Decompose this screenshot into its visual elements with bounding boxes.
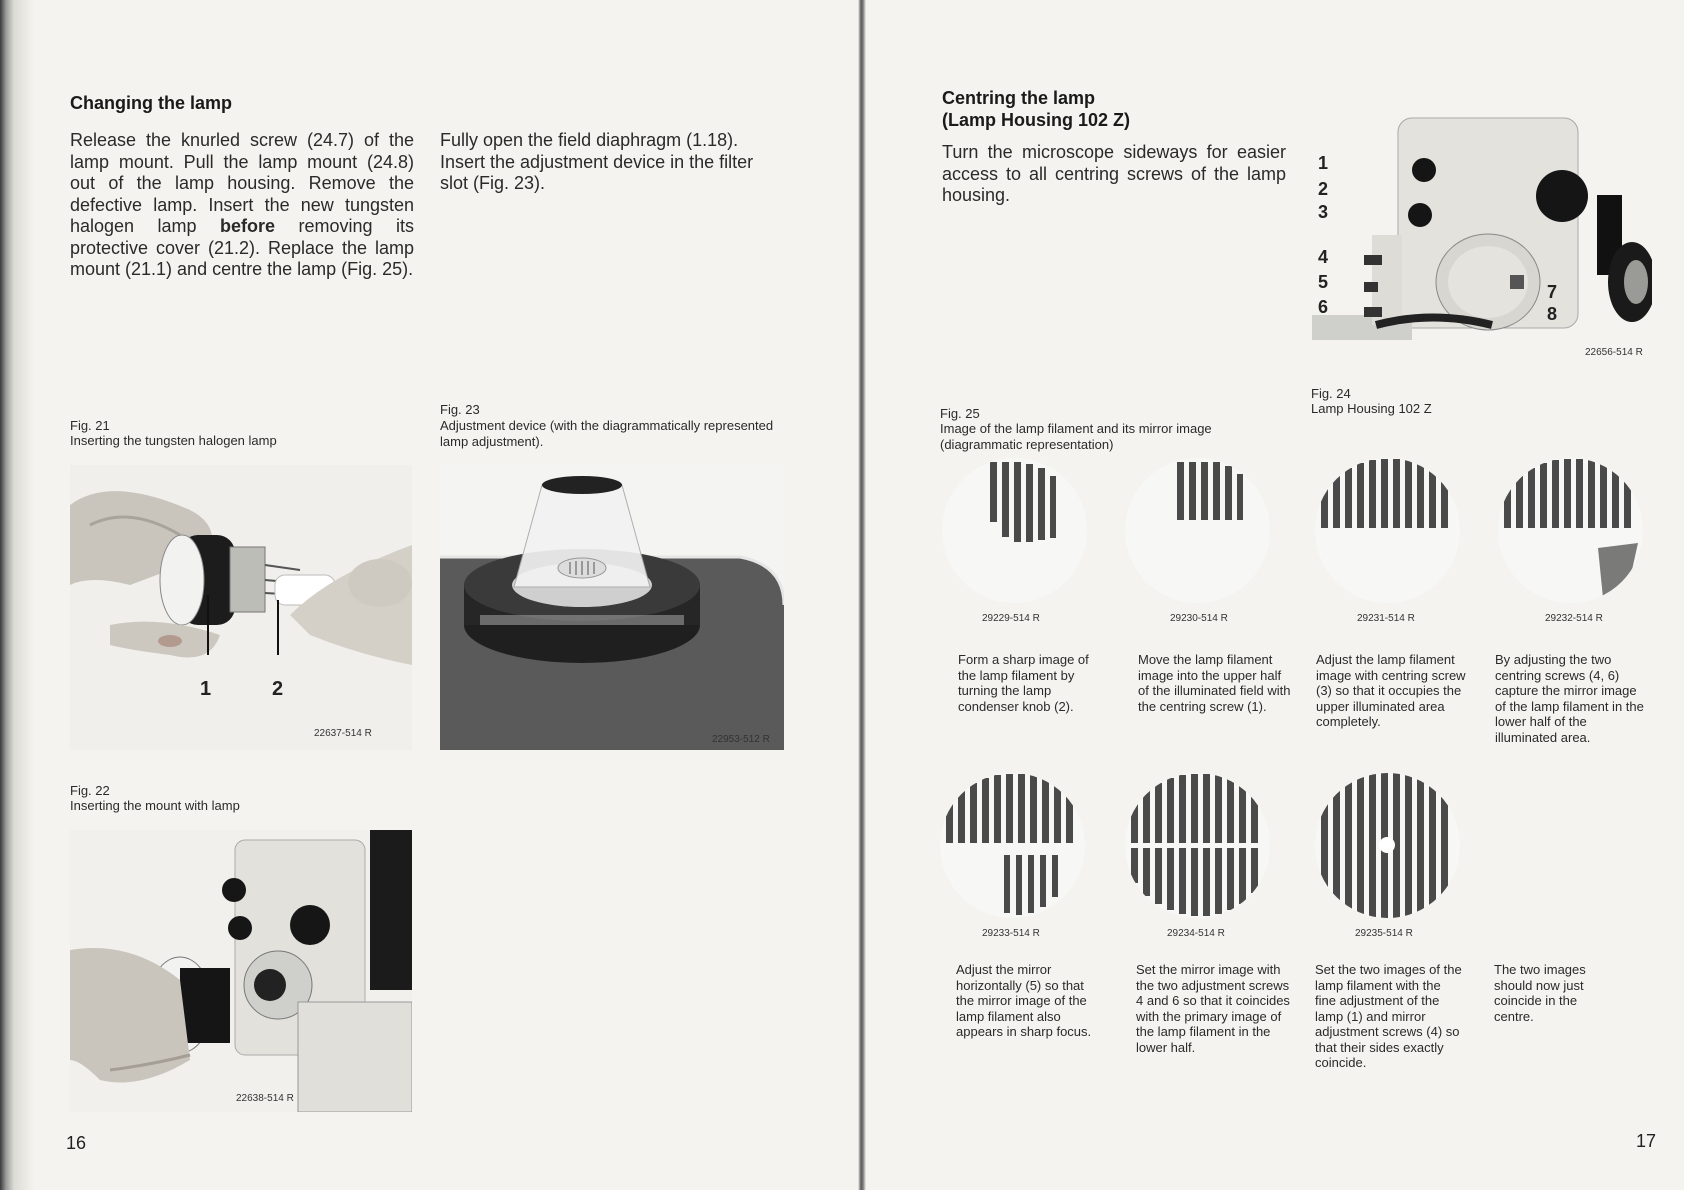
section-subheading-lamp-housing: (Lamp Housing 102 Z) [942,110,1131,130]
fig24-callout-1: 1 [1318,153,1329,173]
fig23-caption: Adjustment device (with the diagrammatically represented lamp adjustment). [440,418,774,449]
filament-diagram-code-3: 29231-514 R [1357,613,1415,624]
fig23-label: Fig. 23 [440,402,480,417]
filament-diagram-7 [1315,773,1460,918]
fig21-callout-1: 1 [200,678,212,700]
step-description-5: Adjust the mirror horizontally (5) so that the mirror image of the lamp filament also appears in sharp focus. [956,962,1092,1039]
fig24-callout-4: 4 [1318,247,1329,267]
fig22-photo-inserting-mount [70,830,412,1112]
page-number-right: 17 [1636,1131,1657,1151]
filament-diagram-6 [1125,773,1270,918]
filament-diagram-code-6: 29234-514 R [1167,928,1225,939]
paragraph-text-part2: removing its protective cover (21.2). Replace the lamp mount (21.1) and centre the lamp (Fig. 25). [70,216,414,279]
fig22-caption: Inserting the mount with lamp [70,798,240,813]
fig25-label: Fig. 25 [940,406,980,421]
filament-diagram-2 [1125,458,1270,603]
filament-diagram-code-2: 29230-514 R [1170,613,1228,624]
fig22-label: Fig. 22 [70,783,110,798]
page-number-left: 16 [66,1133,87,1153]
filament-diagram-3 [1315,458,1460,603]
fig21-code: 22637-514 R [314,728,372,739]
fig24-code: 22656-514 R [1585,347,1643,358]
step-description-1: Form a sharp image of the lamp filament by turning the lamp condenser knob (2). [958,652,1089,714]
fig24-callout-3: 3 [1318,202,1329,222]
fig24-callout-5: 5 [1318,272,1329,292]
fig24-photo-lamp-housing [1312,110,1652,340]
filament-diagram-code-7: 29235-514 R [1355,928,1413,939]
fig25-caption: Image of the lamp filament and its mirror image (diagrammatic representation) [940,421,1212,452]
fig23-photo-adjustment-device [440,465,784,750]
step-description-2: Move the lamp filament image into the upper half of the illuminated field with the centring screw (1). [1138,652,1291,714]
fig22-code: 22638-514 R [236,1093,294,1104]
step-description-4: By adjusting the two centring screws (4, 6) capture the mirror image of the lamp filament in the lower half of the illuminated area. [1495,652,1644,745]
paragraph-changing-lamp [70,130,414,281]
filament-diagram-4 [1498,458,1643,603]
fig21-callout-2: 2 [272,678,284,700]
paragraph-field-diaphragm: Fully open the field diaphragm (1.18). Insert the adjustment device in the filter slot (Fig. 23). [440,130,754,193]
fig21-photo-hands-inserting-lamp [70,465,412,750]
paragraph-centring-intro: Turn the microscope sideways for easier access to all centring screws of the lamp housing. [942,142,1286,205]
fig21-label: Fig. 21 [70,418,110,433]
fig24-callout-7: 7 [1547,282,1558,302]
filament-diagram-5 [940,773,1085,918]
page-gutter [858,0,866,1190]
fig24-callout-6: 6 [1318,297,1329,317]
fig23-code: 22953-512 R [712,734,770,745]
step-description-7: Set the two images of the lamp filament with the fine adjustment of the lamp (1) and mirror adjustment screws (4) so that their sides exactly coincide. [1315,962,1462,1070]
filament-diagram-code-4: 29232-514 R [1545,613,1603,624]
final-note: The two images should now just coincide in the centre. [1494,962,1586,1024]
fig24-label: Fig. 24 [1311,386,1351,401]
filament-diagram-code-1: 29229-514 R [982,613,1040,624]
fig24-callout-8: 8 [1547,304,1558,324]
fig24-callout-2: 2 [1318,179,1329,199]
paragraph-bold-word: before [220,216,276,236]
fig24-caption: Lamp Housing 102 Z [1311,401,1432,416]
paragraph-text-part1: Release the knurled screw (24.7) of the lamp mount. Pull the lamp mount (24.8) out of the lamp housing. Remove the defective lamp. Insert the new tungsten halogen lamp [70,130,414,236]
step-description-3: Adjust the lamp filament image with centring screw (3) so that it occupies the upper illuminated area completely. [1316,652,1466,729]
fig21-caption: Inserting the tungsten halogen lamp [70,433,277,448]
filament-diagram-1 [942,458,1087,603]
step-description-6: Set the mirror image with the two adjustment screws 4 and 6 so that it coincides with the primary image of the lamp filament in the lower half. [1136,962,1290,1055]
filament-diagram-code-5: 29233-514 R [982,928,1040,939]
section-heading-centring-lamp: Centring the lamp [942,88,1096,108]
book-spine-edge [0,0,34,1190]
section-heading-changing-lamp: Changing the lamp [70,93,232,113]
